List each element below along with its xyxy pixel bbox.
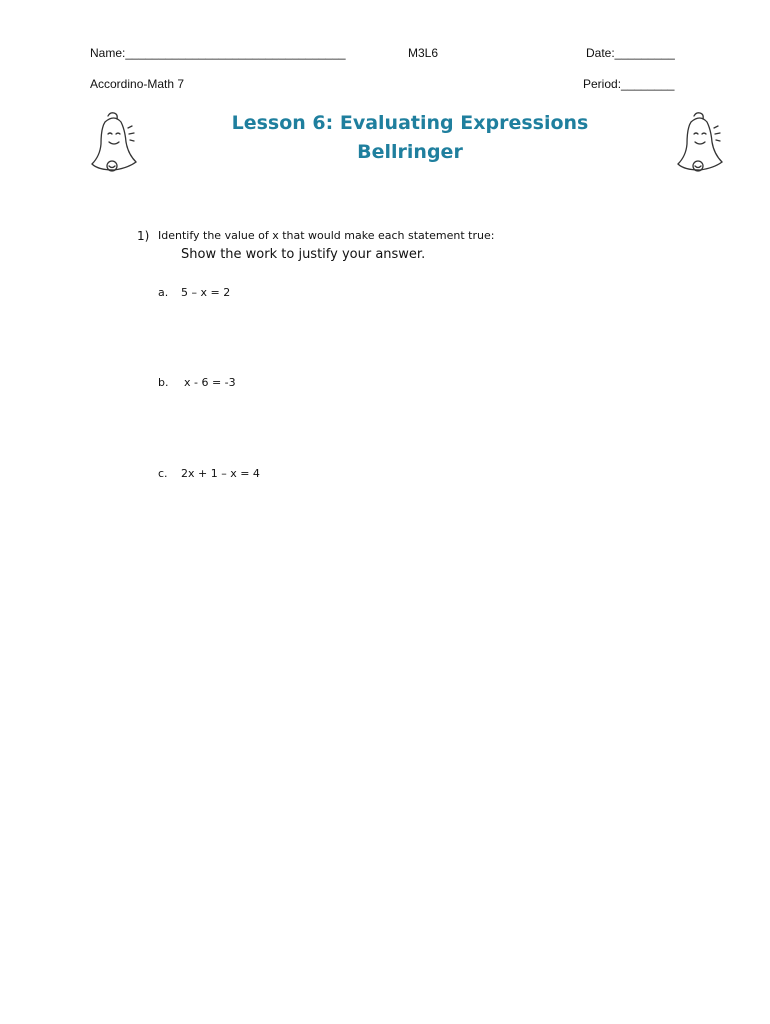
question-number: 1) <box>137 229 150 243</box>
part-expression: x - 6 = -3 <box>184 376 236 389</box>
part-expression: 5 – x = 2 <box>181 286 231 299</box>
part-letter: a. <box>158 286 169 299</box>
question-instruction: Show the work to justify your answer. <box>181 247 426 262</box>
lesson-code: M3L6 <box>408 46 439 60</box>
part-letter: b. <box>158 376 169 389</box>
page-title: Lesson 6: Evaluating Expressions <box>231 112 589 134</box>
part-expression: 2x + 1 – x = 4 <box>181 467 260 480</box>
name-field: Name:_________________________________ <box>90 46 346 60</box>
bell-icon <box>674 110 726 178</box>
date-field: Date:_________ <box>586 46 675 60</box>
part-letter: c. <box>158 467 168 480</box>
question-text: Identify the value of x that would make each statement true: <box>158 229 495 242</box>
period-field: Period:________ <box>583 77 675 91</box>
bell-icon <box>88 110 140 178</box>
page-subtitle: Bellringer <box>357 141 463 163</box>
class-label: Accordino-Math 7 <box>90 77 185 91</box>
